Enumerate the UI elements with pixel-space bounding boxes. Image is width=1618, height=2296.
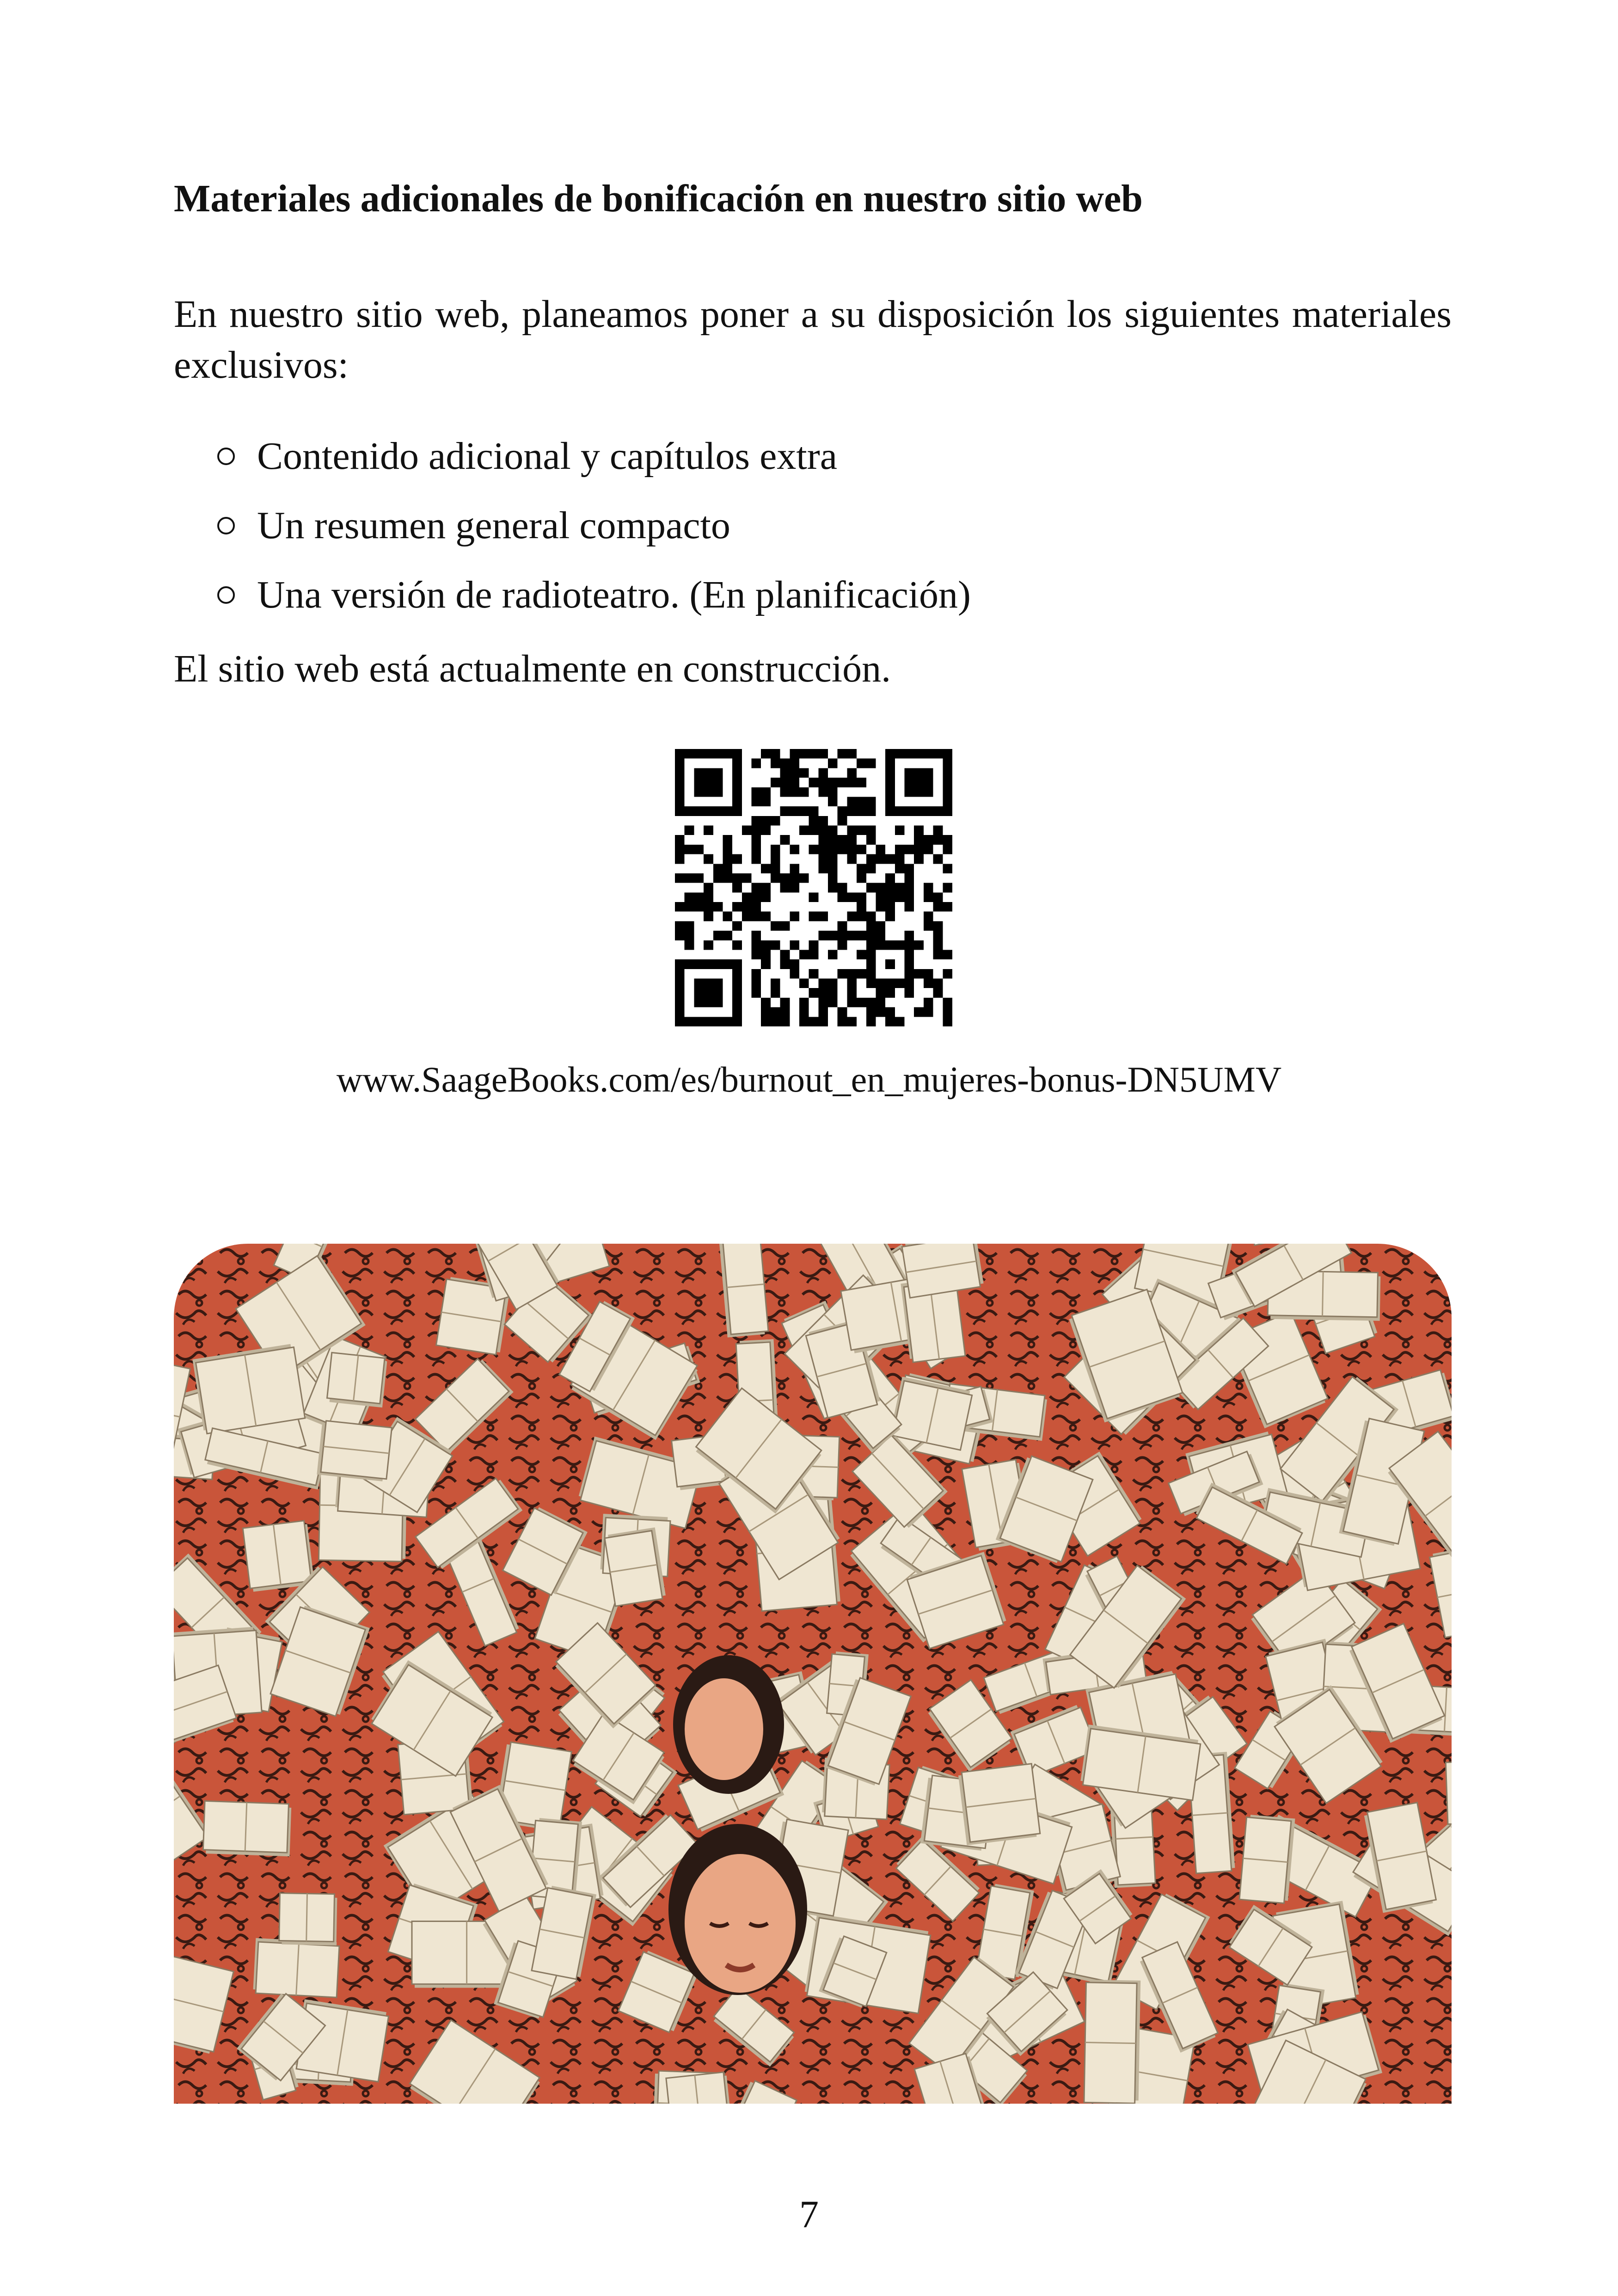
section-heading: Materiales adicionales de bonificación en nuestro sitio web [174, 177, 1143, 220]
list-item-text: Contenido adicional y capítulos extra [257, 435, 837, 478]
list-item-text: Una versión de radioteatro. (En planificación) [257, 573, 971, 616]
illustration-books-and-woman [174, 1244, 1452, 2104]
list-item [217, 491, 971, 560]
intro-paragraph: En nuestro sitio web, planeamos poner a su disposición los siguientes materiales exclusivos: [174, 293, 1452, 387]
circle-bullet-icon [217, 448, 235, 465]
bonus-materials-list [217, 422, 971, 630]
page-number: 7 [799, 2193, 819, 2236]
circle-bullet-icon [217, 517, 235, 534]
list-item-text: Un resumen general compacto [257, 504, 730, 547]
qr-code-icon[interactable] [675, 749, 952, 1026]
construction-notice: El sitio web está actualmente en construcción. [174, 647, 891, 690]
list-item [217, 422, 971, 491]
list-item [217, 560, 971, 630]
website-url[interactable]: www.SaageBooks.com/es/burnout_en_mujeres-bonus-DN5UMV [336, 1059, 1282, 1099]
circle-bullet-icon [217, 586, 235, 604]
